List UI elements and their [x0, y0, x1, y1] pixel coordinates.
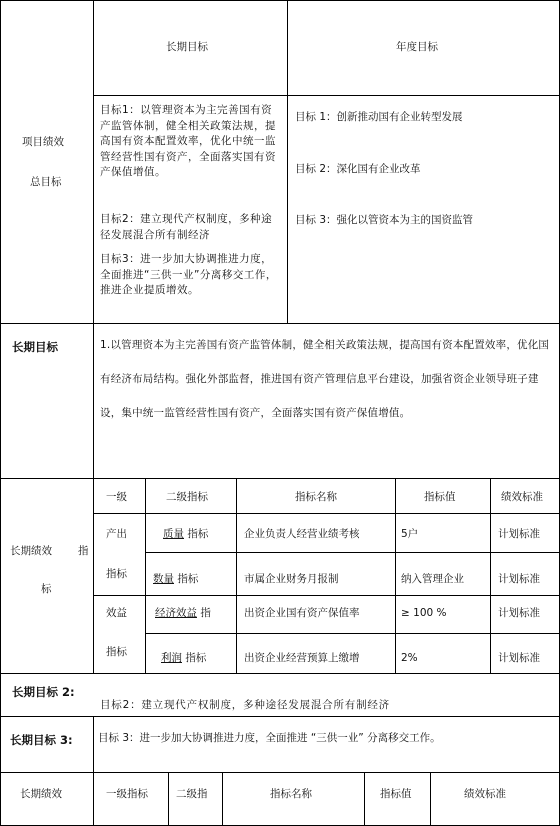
perf-indicator-label: 长期绩效 — [10, 545, 52, 557]
header-annual-goal: 年度目标 — [396, 41, 438, 53]
row-label-project-goal: 项目绩效 — [22, 136, 64, 148]
level2-name: 质量 — [163, 528, 184, 540]
row-label-total-goal: 总目标 — [30, 176, 62, 188]
level2-suffix: 指 — [200, 607, 211, 619]
perf-indicator-label-zhi: 指 — [78, 545, 89, 557]
level2-suffix: 指标 — [185, 652, 207, 664]
col-header-level1: 一级 — [106, 491, 127, 503]
group-benefit: 效益 — [106, 607, 127, 619]
header-long-term-goal: 长期目标 — [166, 41, 208, 53]
long-goal-2: 目标2：建立现代产权制度，多种途径发展混合所有制经济 — [100, 213, 273, 241]
col-header-standard: 绩效标准 — [464, 788, 506, 800]
indicator-name: 出资企业经营预算上缴增 — [244, 652, 360, 664]
indicator-value: 2% — [401, 652, 418, 664]
long-term-goal-3-text: 目标 3：进一步加大协调推进力度，全面推进 “三供一业” 分离移交工作。 — [98, 732, 441, 744]
table-row — [151, 572, 198, 586]
indicator-value: 5户 — [401, 528, 419, 540]
long-term-goal-label: 长期目标 — [12, 340, 58, 354]
perf-standard: 计划标准 — [498, 528, 540, 540]
indicator-value: 纳入管理企业 — [401, 573, 464, 585]
table-row — [151, 651, 206, 665]
long-term-goal-2-text: 目标2：建立现代产权制度，多种途径发展混合所有制经济 — [100, 699, 390, 711]
annual-goal-3: 目标 3：强化以管资本为主的国资监管 — [295, 214, 474, 226]
long-goal-3: 目标3：进一步加大协调推进力度，全面推进“三供一业”分离移交工作，推进企业提质增效。 — [100, 253, 277, 296]
col-header-perf-standard: 绩效标准 — [501, 491, 543, 503]
annual-goal-2: 目标 2：深化国有企业改革 — [295, 163, 421, 175]
group-output-indicator: 指标 — [106, 568, 127, 580]
group-benefit-indicator: 指标 — [106, 646, 127, 658]
indicator-name: 企业负责人经营业绩考核 — [244, 528, 360, 540]
level2-name: 经济效益 — [155, 607, 197, 619]
long-term-goal-2-label: 长期目标 2: — [12, 685, 75, 699]
indicator-name: 出资企业国有资产保值率 — [244, 607, 360, 619]
indicator-value: ≥ 100 % — [401, 607, 447, 619]
table-row — [151, 606, 211, 620]
level2-suffix: 指标 — [187, 528, 209, 540]
col-header-value: 指标值 — [380, 788, 412, 800]
long-term-perf-label: 长期绩效 — [20, 788, 62, 800]
col-header-level1-indicator: 一级指标 — [106, 788, 148, 800]
col-header-level2-indicator: 二级指 — [176, 788, 208, 800]
col-header-indicator-value: 指标值 — [424, 491, 456, 503]
level2-name: 数量 — [153, 573, 174, 585]
group-output: 产出 — [106, 528, 127, 540]
long-goal-1: 目标1：以管理资本为主完善国有资产监管体制，健全相关政策法规，提高国有资本配置效率，优化中统一监管经营性国有资产，全面落实国有资产保值增值。 — [100, 104, 276, 178]
perf-standard: 计划标准 — [498, 573, 540, 585]
long-term-goal-text: 1.以管理资本为主完善国有资产监管体制，健全相关政策法规，提高国有资本配置效率，优化国有经济布局结构。强化外部监督，推进国有资产管理信息平台建设，加强省资企业领导班子建设，集中统一监管经营性国有资产，全面落实国有资产保值增值。 — [100, 339, 550, 419]
level2-name: 利润 — [161, 652, 182, 664]
indicator-name: 市属企业财务月报制 — [244, 573, 339, 585]
level2-suffix: 指标 — [177, 573, 199, 585]
long-term-goal-3-label: 长期目标 3: — [10, 733, 73, 747]
col-header-name: 指标名称 — [270, 788, 312, 800]
perf-indicator-label-biao: 标 — [41, 583, 52, 595]
annual-goal-1: 目标 1：创新推动国有企业转型发展 — [295, 111, 463, 123]
perf-standard: 计划标准 — [498, 607, 540, 619]
col-header-level2: 二级指标 — [166, 491, 208, 503]
col-header-indicator-name: 指标名称 — [295, 491, 337, 503]
perf-standard: 计划标准 — [498, 652, 540, 664]
table-row — [151, 527, 208, 541]
